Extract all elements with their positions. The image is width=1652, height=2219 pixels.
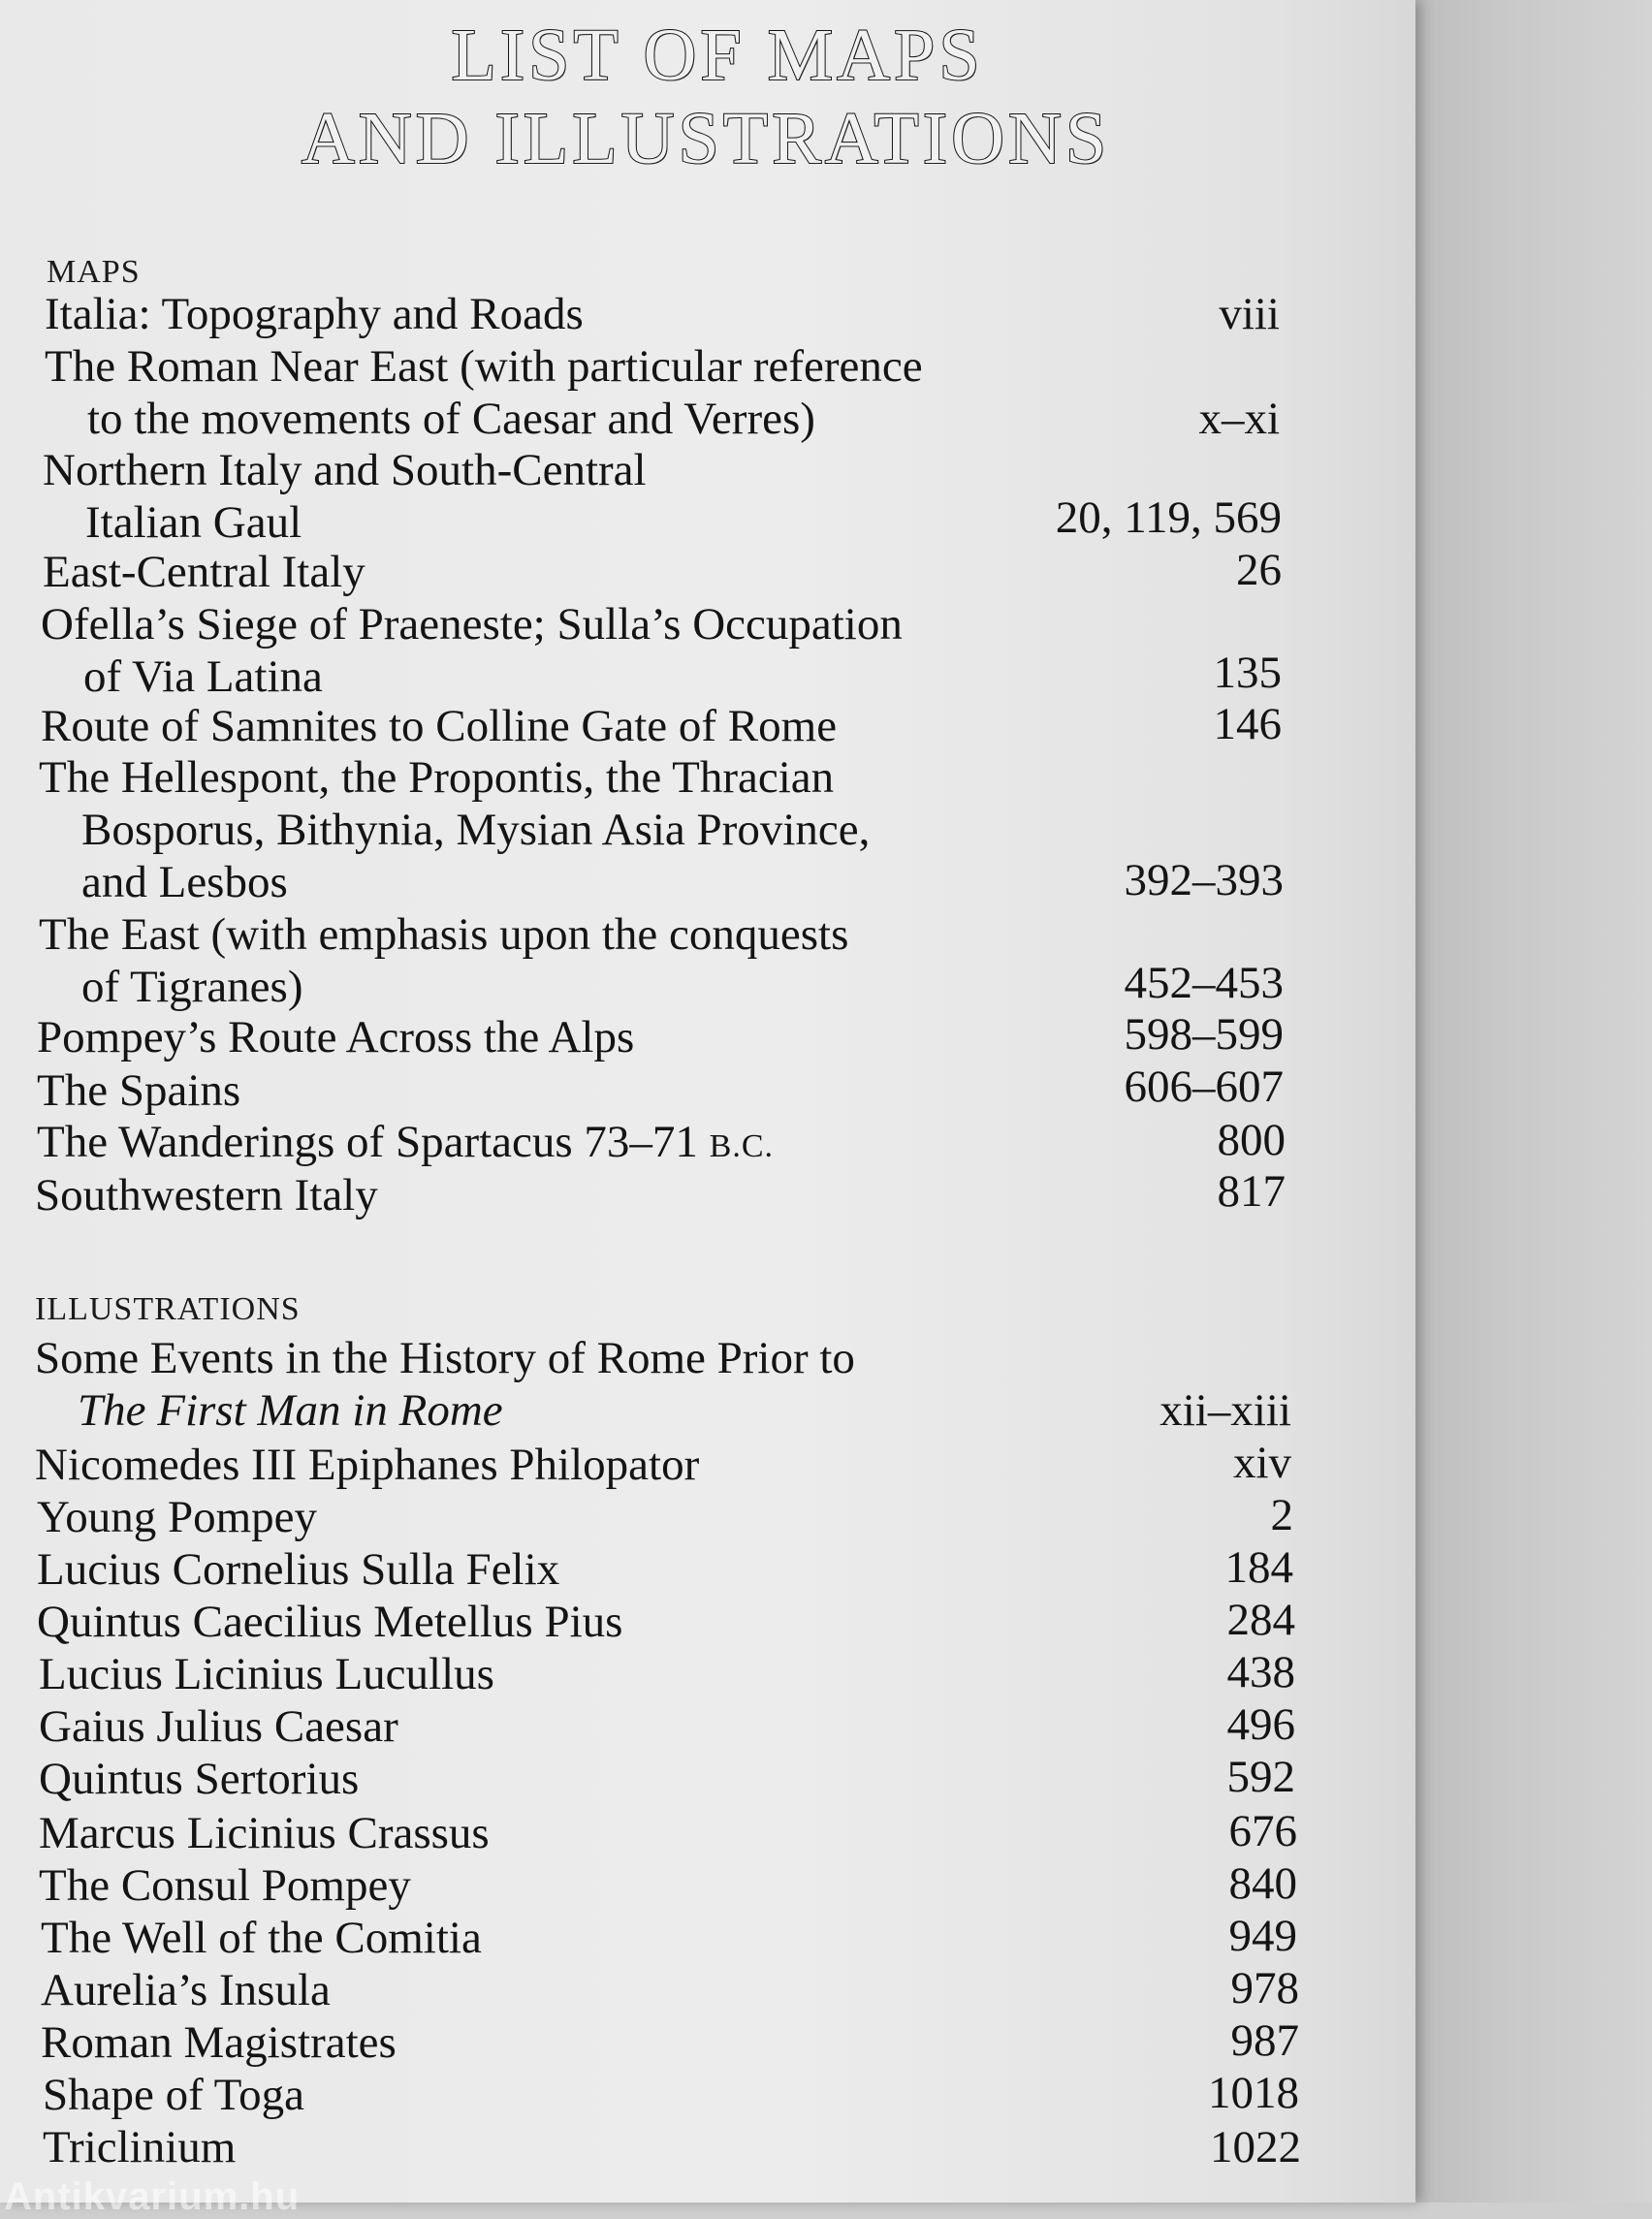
maps-heading: MAPS (47, 254, 141, 290)
list-item: Italia: Topography and Roads (45, 289, 584, 339)
page-number: 800 (1217, 1115, 1286, 1165)
page-number: 2 (1270, 1490, 1293, 1540)
list-item: Gaius Julius Caesar (39, 1701, 398, 1752)
page-number: 840 (1228, 1858, 1297, 1909)
list-item: The Well of the Comitia (41, 1913, 482, 1963)
list-item: Aurelia’s Insula (41, 1965, 331, 2015)
list-item: Nicomedes III Epiphanes Philopator (35, 1440, 700, 1490)
list-item: The Hellespont, the Propontis, the Thracian Bosporus, Bithynia, Mysian Asia Province, and Lesbos (39, 752, 871, 907)
page-number: xii–xiii (1160, 1385, 1291, 1436)
page-number: 26 (1236, 545, 1282, 595)
list-item: Ofella’s Siege of Praeneste; Sulla’s Occupation of Via Latina (41, 599, 903, 702)
page-number: 20, 119, 569 (1055, 492, 1282, 543)
watermark-text: Antikvarium.hu (4, 2175, 301, 2218)
list-item: Pompey’s Route Across the Alps (37, 1012, 635, 1062)
page-number: 606–607 (1124, 1062, 1284, 1112)
page-number: 949 (1228, 1911, 1297, 1961)
list-item: Roman Magistrates (41, 2017, 397, 2068)
list-item: Quintus Caecilius Metellus Pius (37, 1597, 623, 1647)
page-title-line-2: AND ILLUSTRATIONS (301, 98, 1111, 179)
page-number: 987 (1230, 2015, 1299, 2066)
illustrations-heading: ILLUSTRATIONS (35, 1291, 301, 1327)
list-item: The Roman Near East (with particular reference to the movements of Caesar and Verres) (45, 341, 923, 444)
page-number: 817 (1217, 1166, 1286, 1217)
list-item: Some Events in the History of Rome Prior to The First Man in Rome (35, 1333, 855, 1436)
page-number: 676 (1228, 1806, 1297, 1856)
list-item: Marcus Licinius Crassus (39, 1808, 490, 1858)
page-number: viii (1219, 289, 1280, 339)
page-number: 1022 (1210, 2122, 1301, 2172)
page-number: 1018 (1208, 2068, 1299, 2118)
page-number: 598–599 (1124, 1009, 1284, 1060)
page-number: x–xi (1198, 394, 1280, 444)
page-number: 284 (1226, 1595, 1295, 1645)
page-number: 496 (1226, 1699, 1295, 1750)
list-item: The Wanderings of Spartacus 73–71 B.C. (37, 1117, 775, 1167)
list-item: The East (with emphasis upon the conquests of Tigranes) (39, 909, 849, 1012)
list-item: Triclinium (43, 2122, 237, 2172)
page-number: 184 (1224, 1542, 1293, 1593)
list-item: Southwestern Italy (35, 1170, 378, 1220)
list-item: East-Central Italy (43, 547, 365, 597)
list-item: Shape of Toga (43, 2070, 304, 2120)
list-item: The Consul Pompey (39, 1860, 411, 1911)
page-number: 452–453 (1124, 958, 1284, 1008)
list-item: Young Pompey (37, 1492, 318, 1542)
list-item: Route of Samnites to Colline Gate of Rome (41, 701, 838, 751)
page-number: 438 (1226, 1647, 1295, 1697)
background-surface (1415, 0, 1652, 2203)
list-item: The Spains (37, 1065, 241, 1116)
list-item: Lucius Cornelius Sulla Felix (37, 1544, 560, 1595)
list-item: Northern Italy and South-Central Italian Gaul (43, 445, 647, 548)
page-number: 392–393 (1124, 855, 1284, 905)
page-number: xiv (1232, 1438, 1291, 1488)
page-number: 146 (1213, 699, 1282, 749)
list-item: Quintus Sertorius (39, 1754, 360, 1804)
list-item: Lucius Licinius Lucullus (39, 1649, 494, 1699)
page-number: 978 (1230, 1963, 1299, 2013)
page-title-line-1: LIST OF MAPS (451, 15, 984, 96)
page-number: 135 (1213, 648, 1282, 698)
page-number: 592 (1226, 1752, 1295, 1802)
